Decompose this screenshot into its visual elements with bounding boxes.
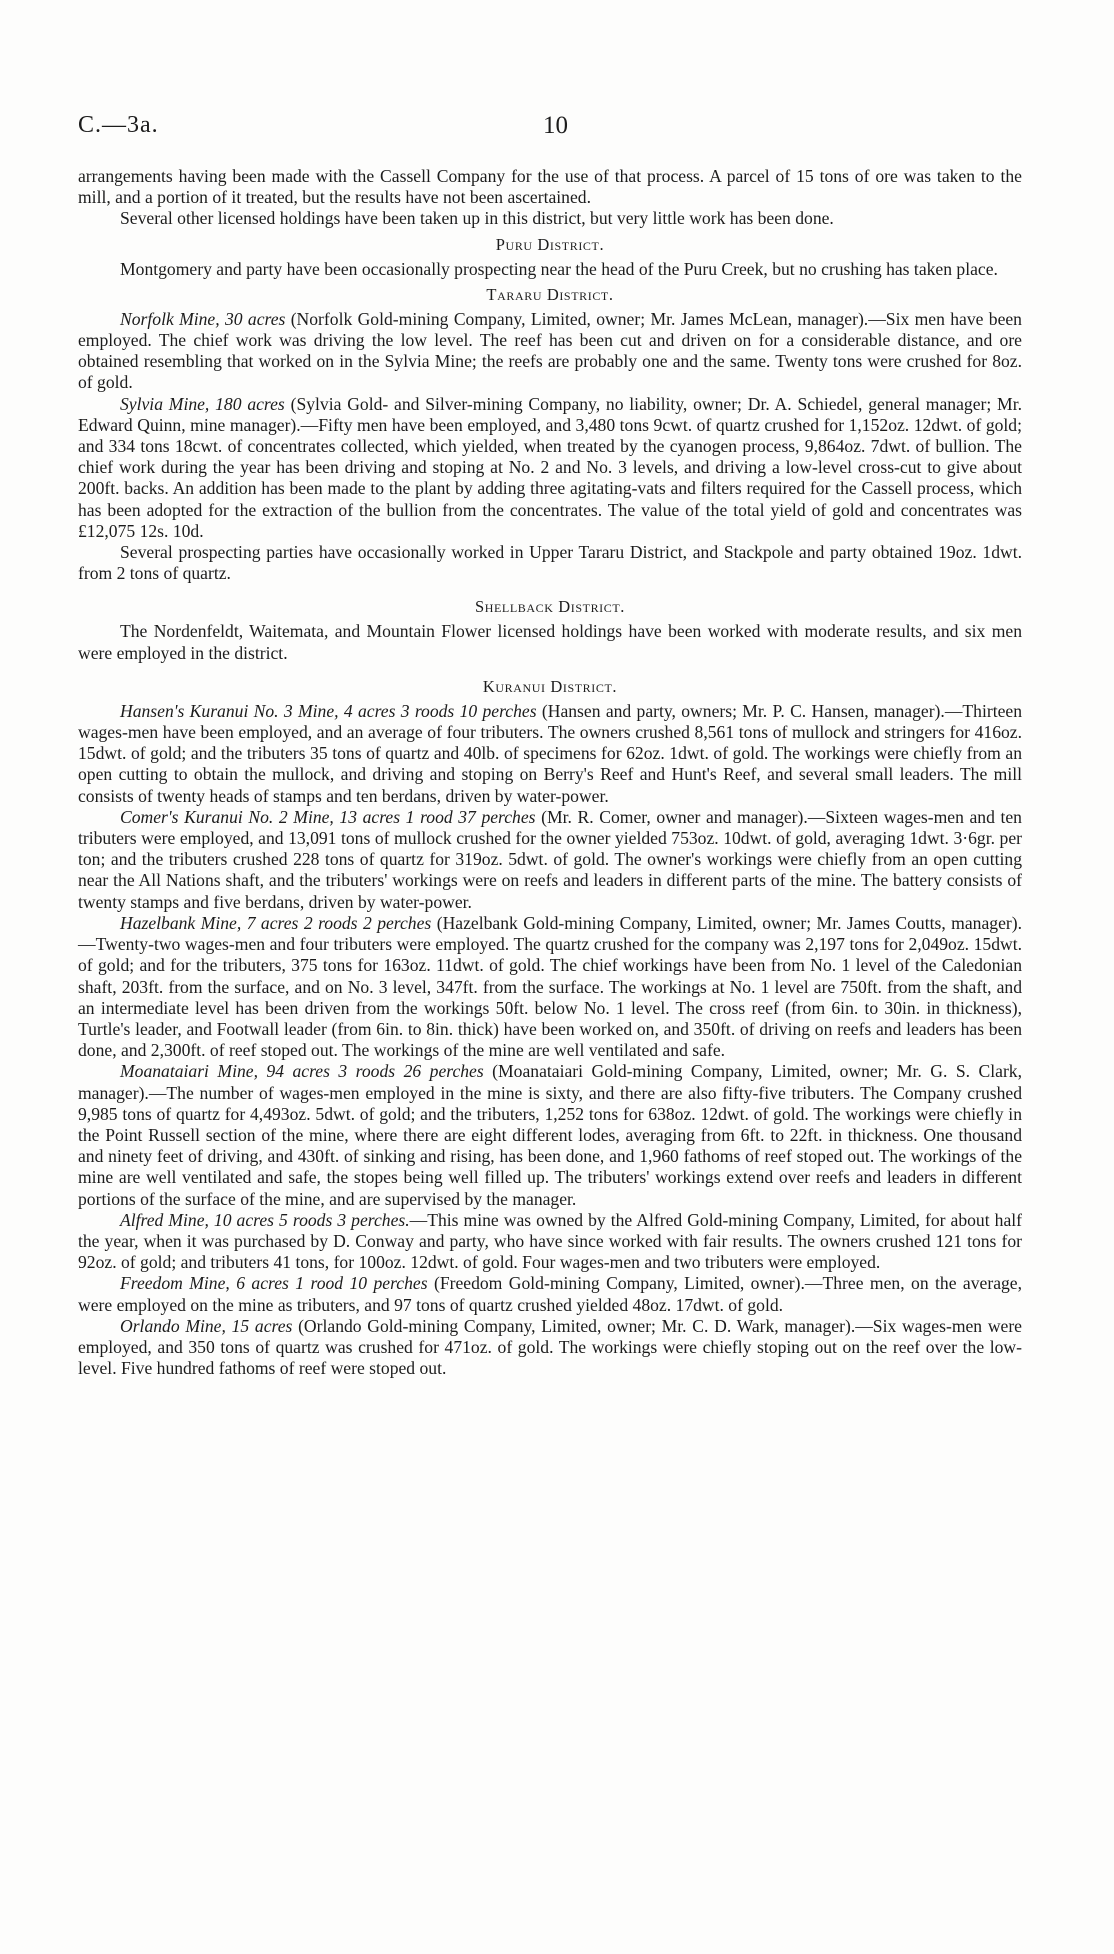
shellback-paragraph: The Nordenfeldt, Waitemata, and Mountain Flower licensed holdings have been worked with moderate results, and six men were employed in the district.: [78, 621, 1022, 663]
sylvia-mine-name: Sylvia Mine, 180 acres: [120, 393, 285, 414]
page-number: 10: [543, 112, 568, 139]
norfolk-mine-paragraph: [78, 309, 1022, 394]
alfred-mine-name: Alfred Mine, 10 acres 5 roods 3 perches.: [120, 1209, 410, 1230]
running-head: [78, 112, 1028, 142]
norfolk-mine-name: Norfolk Mine, 30 acres: [120, 308, 286, 329]
shellback-district-heading: Shellback District.: [474, 597, 626, 617]
orlando-mine-name: Orlando Mine, 15 acres: [120, 1315, 293, 1336]
puru-district-heading: Puru District.: [495, 234, 605, 254]
orlando-mine-paragraph: [78, 1316, 1022, 1380]
freedom-mine-name: Freedom Mine, 6 acres 1 rood 10 perches: [120, 1273, 428, 1294]
kuranui-district-heading: Kuranui District.: [482, 676, 618, 696]
alfred-mine-paragraph: [78, 1210, 1022, 1274]
puru-paragraph: Montgomery and party have been occasionally prospecting near the head of the Puru Creek, but no crushing has taken place.: [120, 258, 998, 279]
hansen-mine-name: Hansen's Kuranui No. 3 Mine, 4 acres 3 roods 10 perches: [120, 700, 537, 721]
hazelbank-mine-text: (Hazelbank Gold-mining Company, Limited, owner; Mr. James Coutts, manager).—Twenty-two wages-men and four tributers were employed. The quartz crushed for the company was 2,197 tons for 2,049oz. 15dwt. of gold; and for the tributers, 375 tons for 163oz. 11dwt. of gold. The chief workings have been from No. 1 level of the Caledonian shaft, 203ft. from the surface, and on No. 3 level, 347ft. from the surface. The workings at No. 1 level are 750ft. from the shaft, and an intermediate level has been driven from the workings 50ft. below No. 1 level. The cross reef (from 6in. to 30in. in thickness), Turtle's leader, and Footwall leader (from 6in. to 8in. thick) have been worked on, and 350ft. of driving on reefs and leaders has been done, and 2,300ft. of reef stoped out. The workings of the mine are well ventilated and safe.: [78, 912, 1022, 1061]
document-body: [78, 166, 1022, 1379]
prospecting-paragraph: Several prospecting parties have occasionally worked in Upper Tararu District, and Stackpole and party obtained 19oz. 1dwt. from 2 tons of quartz.: [78, 542, 1022, 584]
orlando-mine-text: (Orlando Gold-mining Company, Limited, owner; Mr. C. D. Wark, manager).—Six wages-men were employed, and 350 tons of quartz was crushed for 471oz. of gold. The workings were chiefly stoping out on the reef over the low-level. Five hundred fathoms of reef were stoped out.: [78, 1315, 1022, 1379]
hazelbank-mine-name: Hazelbank Mine, 7 acres 2 roods 2 perches: [120, 912, 432, 933]
norfolk-mine-text: (Norfolk Gold-mining Company, Limited, owner; Mr. James McLean, manager).—Six men have been employed. The chief work was driving the low level. The reef has been cut and driven on for a considerable distance, and ore obtained resembling that worked on in the Sylvia Mine; the reefs are probably one and the same. Twenty tons were crushed for 8oz. of gold.: [78, 308, 1022, 393]
comer-mine-paragraph: [78, 807, 1022, 913]
licensed-holdings-paragraph: Several other licensed holdings have been taken up in this district, but very little work has been done.: [120, 208, 834, 229]
freedom-mine-paragraph: [78, 1273, 1022, 1315]
freedom-mine-text: (Freedom Gold-mining Company, Limited, owner).—Three men, on the average, were employed on the mine as tributers, and 97 tons of quartz crushed yielded 48oz. 17dwt. of gold.: [78, 1273, 1023, 1315]
comer-mine-name: Comer's Kuranui No. 2 Mine, 13 acres 1 rood 37 perches: [120, 806, 536, 827]
sylvia-mine-paragraph: [78, 394, 1022, 542]
comer-mine-text: (Mr. R. Comer, owner and manager).—Sixteen wages-men and ten tributers were employed, and 13,091 tons of mullock crushed for the owner yielded 753oz. 10dwt. of gold, averaging 1dwt. 3·6gr. per ton; and the tributers crushed 228 tons of quartz for 319oz. 5dwt. of gold. The owner's workings were chiefly from an open cutting near the All Nations shaft, and the tributers' workings were on reefs and leaders in different parts of the mine. The battery consists of twenty stamps and five berdans, driven by water-power.: [78, 806, 1022, 912]
moanataiari-mine-name: Moanataiari Mine, 94 acres 3 roods 26 perches: [120, 1061, 484, 1082]
hansen-mine-text: (Hansen and party, owners; Mr. P. C. Hansen, manager).—Thirteen wages-men have been employed, and an average of four tributers. The owners crushed 8,561 tons of mullock and stringers for 416oz. 15dwt. of gold; and the tributers 35 tons of quartz and 40lb. of specimens for 62oz. 1dwt. of gold. The workings were chiefly from an open cutting to obtain the mullock, and driving and stoping on Berry's Reef and Hunt's Reef, and several small leaders. The mill consists of twenty heads of stamps and ten berdans, driven by water-power.: [78, 700, 1023, 806]
hansen-mine-paragraph: [78, 701, 1022, 807]
moanataiari-mine-paragraph: [78, 1061, 1022, 1209]
tararu-district-heading: Tararu District.: [486, 284, 614, 304]
sylvia-mine-text: (Sylvia Gold- and Silver-mining Company, no liability, owner; Dr. A. Schiedel, general manager; Mr. Edward Quinn, mine manager).—Fifty men have been employed, and 3,480 tons 9cwt. of quartz crushed for 1,152oz. 12dwt. of gold; and 334 tons 18cwt. of concentrates collected, which yielded, when treated by the cyanogen process, 9,864oz. 7dwt. of bullion. The chief work during the year has been driving and stoping at No. 2 and No. 3 levels, and driving a low-level cross-cut to give about 200ft. backs. An addition has been made to the plant by adding three agitating-vats and filters required for the Cassell process, which has been adopted for the extraction of the bullion from the concentrates. The value of the total yield of gold and concentrates was £12,075 12s. 10d.: [78, 393, 1022, 541]
alfred-mine-text: —This mine was owned by the Alfred Gold-mining Company, Limited, for about half the year, when it was purchased by D. Conway and party, who have since worked with fair results. The owners crushed 121 tons for 92oz. of gold; and tributers 41 tons, for 100oz. 12dwt. of gold. Four wages-men and two tributers were employed.: [78, 1209, 1022, 1273]
continued-paragraph: arrangements having been made with the Cassell Company for the use of that process. A parcel of 15 tons of ore was taken to the mill, and a portion of it treated, but the results have not been ascertained.: [78, 166, 1022, 208]
moanataiari-mine-text: (Moanataiari Gold-mining Company, Limited, owner; Mr. G. S. Clark, manager).—The number of wages-men employed in the mine is sixty, and there are also fifty-five tributers. The Company crushed 9,985 tons of quartz for 4,493oz. 5dwt. of gold; and the tributers, 1,252 tons for 638oz. 12dwt. of gold. The workings were chiefly in the Point Russell section of the mine, where there are eight different lodes, averaging from 6ft. to 22ft. in thickness. One thousand and ninety feet of driving, and 430ft. of sinking and rising, has been done, and 1,960 fathoms of reef stoped out. The workings of the mine are well ventilated and safe, the stopes being well filled up. The tributers' workings extend over reefs and leaders in different portions of the surface of the mine, and are supervised by the manager.: [78, 1061, 1022, 1209]
sheet-reference: C.—3a.: [78, 112, 159, 138]
hazelbank-mine-paragraph: [78, 913, 1022, 1061]
